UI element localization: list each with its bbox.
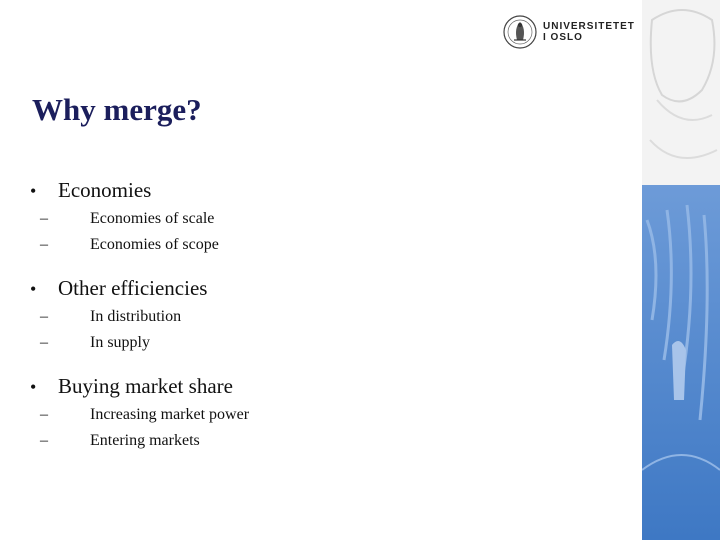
university-name-line-1: UNIVERSITETET [543, 21, 635, 32]
university-seal-icon [503, 15, 537, 49]
sub-bullet-text: Entering markets [90, 432, 200, 449]
sub-bullet-text: In supply [90, 334, 150, 351]
sub-bullet-marker: – [40, 308, 48, 325]
sub-bullet-list [30, 210, 630, 262]
bullet-text: Economies [58, 178, 152, 202]
sub-bullet-marker: – [40, 210, 48, 227]
sub-bullet-item [30, 432, 630, 458]
bullet-item [30, 178, 630, 206]
sub-bullet-text: Increasing market power [90, 406, 250, 423]
slide-body [30, 178, 630, 472]
sub-bullet-text: In distribution [90, 308, 182, 325]
slide-title: Why merge? [32, 92, 202, 127]
sub-bullet-marker: – [40, 432, 48, 449]
sub-bullet-list [30, 406, 630, 458]
bullet-text: Other efficiencies [58, 276, 208, 300]
bullet-marker: • [30, 279, 37, 299]
sub-bullet-item [30, 334, 630, 360]
university-name [543, 21, 635, 43]
sub-bullet-marker: – [40, 406, 48, 423]
bullet-marker: • [30, 377, 37, 397]
sub-bullet-text: Economies of scale [90, 210, 215, 227]
sub-bullet-item [30, 236, 630, 262]
university-name-line-2: I OSLO [543, 32, 583, 43]
sub-bullet-item [30, 210, 630, 236]
bullet-item [30, 276, 630, 304]
decorative-side-panel [642, 0, 720, 540]
sub-bullet-marker: – [40, 334, 48, 351]
sub-bullet-marker: – [40, 236, 48, 253]
university-logo [503, 15, 635, 49]
sub-bullet-list [30, 308, 630, 360]
bullet-text: Buying market share [58, 374, 233, 398]
sub-bullet-item [30, 308, 630, 334]
bullet-item [30, 374, 630, 402]
sub-bullet-item [30, 406, 630, 432]
bullet-marker: • [30, 181, 37, 201]
sub-bullet-text: Economies of scope [90, 236, 219, 253]
